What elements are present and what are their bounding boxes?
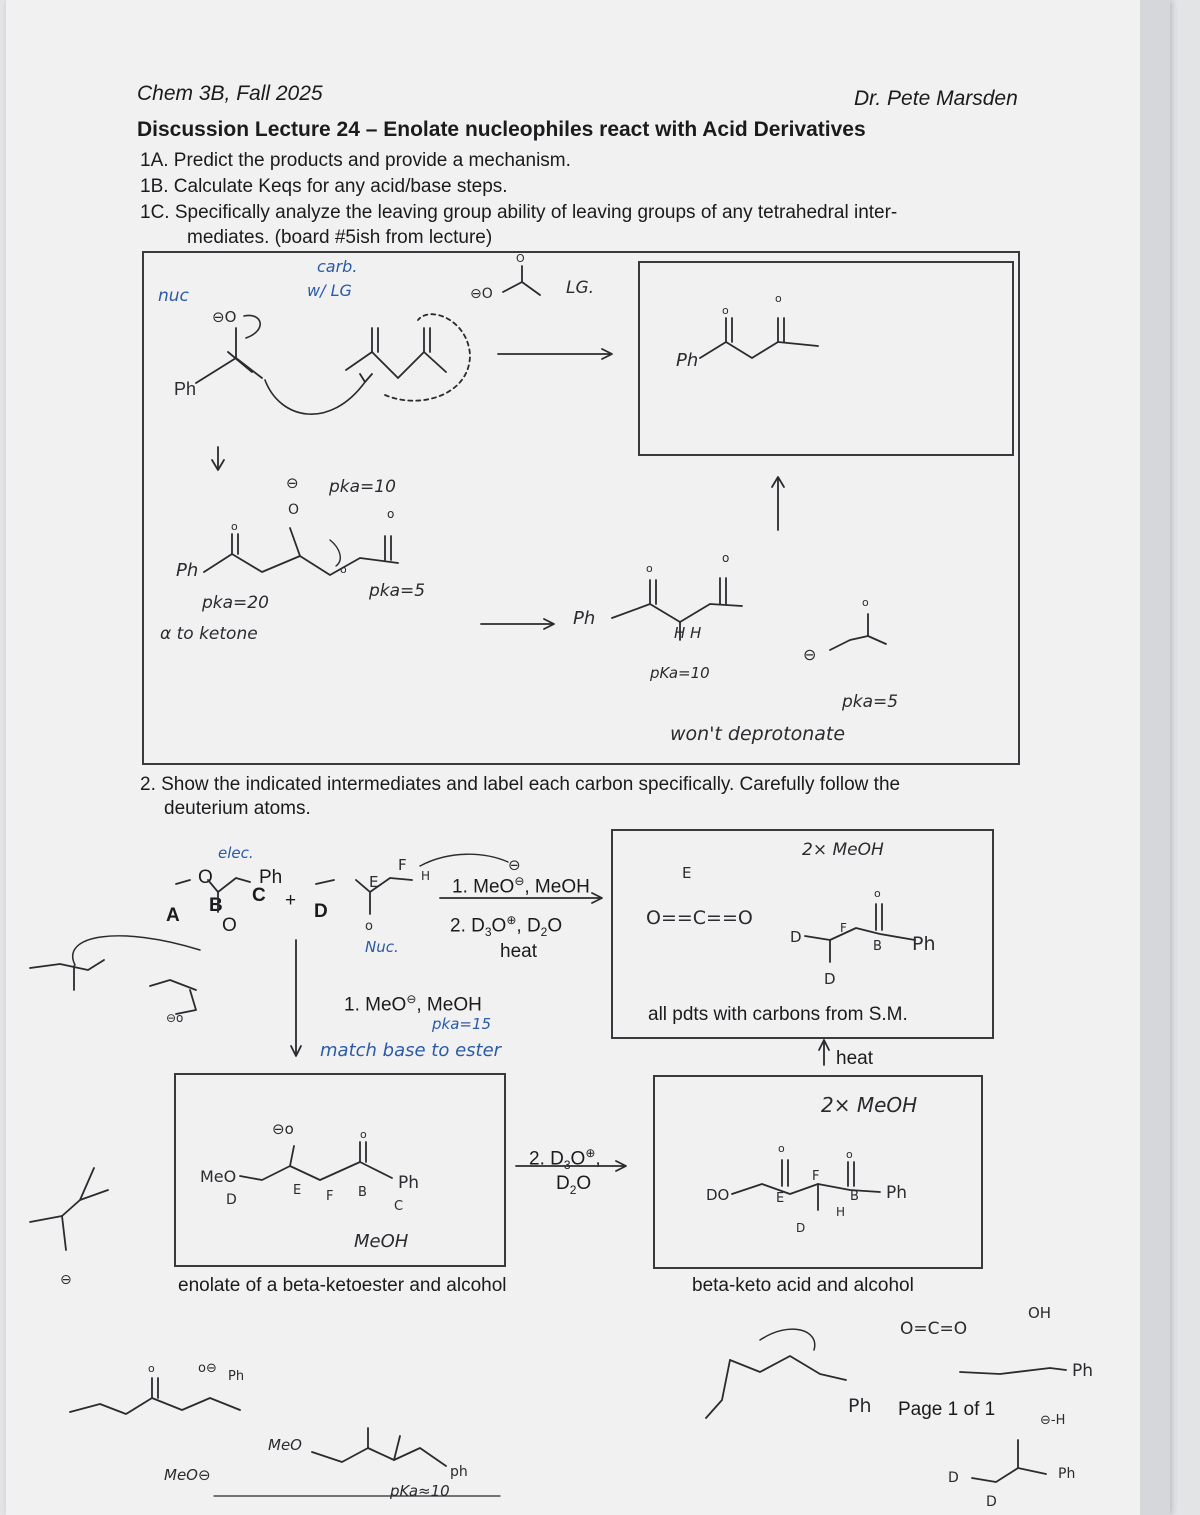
svg-text:⊖: ⊖ (508, 856, 521, 874)
svg-text:DO: DO (706, 1186, 730, 1204)
label-ph-sm: Ph (259, 867, 283, 888)
note-pka-top: pka=10 (329, 477, 396, 497)
note-meo: MeO (268, 1436, 302, 1454)
note-nuc-2: Nuc. (365, 938, 399, 956)
note-w-lg: w/ LG (307, 281, 352, 300)
keto-acid-caption: beta-keto acid and alcohol (692, 1275, 914, 1296)
label-o-ester: O (198, 867, 213, 888)
svg-text:Ph: Ph (886, 1183, 908, 1203)
svg-text:o: o (874, 887, 881, 900)
svg-text:B: B (358, 1185, 367, 1200)
svg-text:B: B (873, 939, 882, 954)
svg-text:Ph: Ph (398, 1173, 420, 1193)
note-pka-15: pka=15 (432, 1015, 492, 1033)
svg-text:E: E (776, 1191, 785, 1206)
svg-text:o: o (862, 596, 869, 609)
svg-text:F: F (398, 856, 407, 874)
svg-text:Ph: Ph (1072, 1361, 1094, 1381)
question-2-line2: deuterium atoms. (164, 798, 311, 819)
svg-text:F: F (326, 1189, 334, 1204)
bottom-left-sketches (70, 1361, 500, 1496)
note-pka-20: pka=20 (202, 593, 269, 613)
svg-text:Ph: Ph (1058, 1466, 1076, 1482)
svg-text:⊖: ⊖ (803, 645, 817, 664)
svg-text:E: E (293, 1183, 302, 1198)
margin-tetrahedral (30, 1168, 108, 1288)
label-plus: + (285, 890, 297, 911)
svg-text:o: o (722, 304, 729, 317)
note-meo-minus: MeO⊖ (164, 1466, 211, 1484)
svg-text:O: O (288, 502, 300, 518)
page-title: Discussion Lecture 24 – Enolate nucleophiles react with Acid Derivatives (137, 118, 866, 141)
svg-text:⊖o: ⊖o (272, 1120, 294, 1138)
svg-text:⊖: ⊖ (60, 1272, 72, 1288)
note-pka-10-bottom: pKa≈10 (390, 1482, 450, 1500)
svg-text:o: o (231, 520, 238, 533)
svg-text:o: o (775, 292, 782, 305)
reagent-down-step1: 1. MeO⊖, MeOH (344, 992, 482, 1016)
svg-text:o: o (722, 551, 730, 565)
enolate-beta-ketoester (200, 1120, 419, 1214)
products-caption: all pdts with carbons from S.M. (648, 1004, 908, 1025)
svg-text:o: o (646, 562, 653, 575)
heat-label: heat (836, 1048, 873, 1069)
bottom-right-sketches (706, 1304, 1093, 1510)
label-ph-3: Ph (573, 608, 596, 629)
svg-text:MeO: MeO (200, 1167, 237, 1186)
note-alpha-to-ketone: α to ketone (160, 624, 258, 644)
ester-a-structure (176, 878, 250, 912)
note-2x-meoh-bottom: 2× MeOH (821, 1093, 918, 1117)
label-ph-1: Ph (174, 379, 197, 399)
svg-text:D: D (796, 1221, 806, 1235)
svg-text:ph: ph (450, 1464, 468, 1480)
svg-text:o: o (365, 919, 373, 934)
reagent-mid-step2: 2. $D_3O^\oplus$, (529, 1146, 601, 1173)
svg-text:O==C==O: O==C==O (646, 907, 753, 929)
enolate-caption: enolate of a beta-ketoester and alcohol (178, 1275, 507, 1296)
svg-text:o: o (360, 1128, 367, 1141)
label-o-carbonyl: O (222, 915, 237, 936)
svg-text:Ph: Ph (848, 1395, 872, 1417)
note-pka-5: pka=5 (369, 581, 426, 601)
svg-text:O=C=O: O=C=O (900, 1319, 968, 1339)
label-c: C (252, 885, 266, 906)
note-nuc: nuc (158, 286, 189, 306)
note-pka-5b: pka=5 (842, 692, 899, 712)
diketone-product (700, 292, 818, 358)
note-pka-10: pKa=10 (650, 664, 710, 682)
label-ph-2: Ph (176, 560, 199, 581)
svg-text:o: o (778, 1142, 785, 1155)
label-a: A (166, 905, 180, 926)
instructor-name: Dr. Pete Marsden (854, 87, 1018, 110)
svg-text:Ph: Ph (912, 933, 936, 955)
svg-text:⊖-H: ⊖-H (1040, 1413, 1066, 1428)
svg-text:OH: OH (1028, 1304, 1052, 1322)
svg-text:D: D (824, 970, 836, 988)
svg-text:⊖O: ⊖O (470, 286, 493, 302)
note-match-base: match base to ester (320, 1040, 502, 1061)
note-meoh-enolate: MeOH (354, 1231, 409, 1252)
svg-text:O: O (516, 252, 525, 265)
note-2x-meoh-top: 2× MeOH (802, 840, 884, 860)
co2-and-ketone (646, 864, 936, 988)
svg-text:o: o (340, 563, 347, 576)
svg-text:F: F (812, 1169, 820, 1184)
reagent-right-step2: 2. $D_3O^\oplus$, $D_2O$ (450, 913, 563, 940)
label-ph-product: Ph (676, 350, 699, 371)
svg-text:C: C (394, 1199, 404, 1214)
svg-text:⊖o: ⊖o (166, 1011, 184, 1025)
question-1b: 1B. Calculate Keqs for any acid/base steps. (140, 176, 508, 197)
svg-text:o: o (846, 1148, 853, 1161)
question-1c-line1: 1C. Specifically analyze the leaving group ability of leaving groups of any tetrahedral inter- (140, 202, 898, 223)
svg-text:H: H (836, 1205, 846, 1219)
svg-text:D: D (790, 928, 802, 946)
svg-text:H: H (421, 869, 431, 883)
svg-text:B: B (850, 1189, 859, 1204)
svg-text:E: E (369, 873, 379, 891)
svg-text:D: D (226, 1192, 237, 1208)
tetrahedral-intermediate (204, 474, 398, 576)
svg-text:⊖: ⊖ (286, 474, 299, 492)
svg-text:D: D (986, 1494, 997, 1510)
label-hh: H H (674, 624, 702, 642)
ester-d-structure (316, 854, 521, 934)
label-b: B (209, 895, 223, 916)
question-1a: 1A. Predict the products and provide a mechanism. (140, 150, 571, 171)
page-number: Page 1 of 1 (898, 1399, 996, 1420)
reagent-mid-step2b: $D_2O$ (556, 1173, 592, 1197)
svg-text:D: D (948, 1470, 959, 1486)
course-name: Chem 3B, Fall 2025 (137, 82, 323, 105)
reagent-right-step1: 1. MeO⊖, MeOH (452, 874, 590, 898)
note-carb: carb. (317, 257, 358, 276)
question-2-line1: 2. Show the indicated intermediates and label each carbon specifically. Carefully follow the (140, 774, 901, 795)
svg-text:Ph: Ph (228, 1369, 245, 1384)
svg-text:o: o (148, 1362, 155, 1375)
acetate-leaving-group (470, 252, 540, 302)
svg-text:F: F (840, 921, 847, 935)
note-wont-deprotonate: won't deprotonate (670, 723, 846, 745)
question-1c-line2: mediates. (board #5ish from lecture) (187, 227, 493, 248)
svg-text:E: E (682, 864, 692, 882)
label-d: D (314, 901, 328, 922)
svg-text:⊖O: ⊖O (212, 308, 237, 326)
diketone-with-acetate (612, 551, 886, 664)
beta-keto-acid-structure (706, 1142, 907, 1235)
anhydride-structure (265, 314, 470, 414)
svg-text:o: o (387, 507, 395, 521)
enolate-structure (196, 308, 262, 383)
reagent-right-heat: heat (500, 941, 537, 962)
note-lg: LG. (566, 278, 595, 298)
note-elec: elec. (218, 844, 254, 862)
margin-mechanism (30, 936, 200, 1025)
svg-text:o⊖: o⊖ (198, 1361, 217, 1376)
